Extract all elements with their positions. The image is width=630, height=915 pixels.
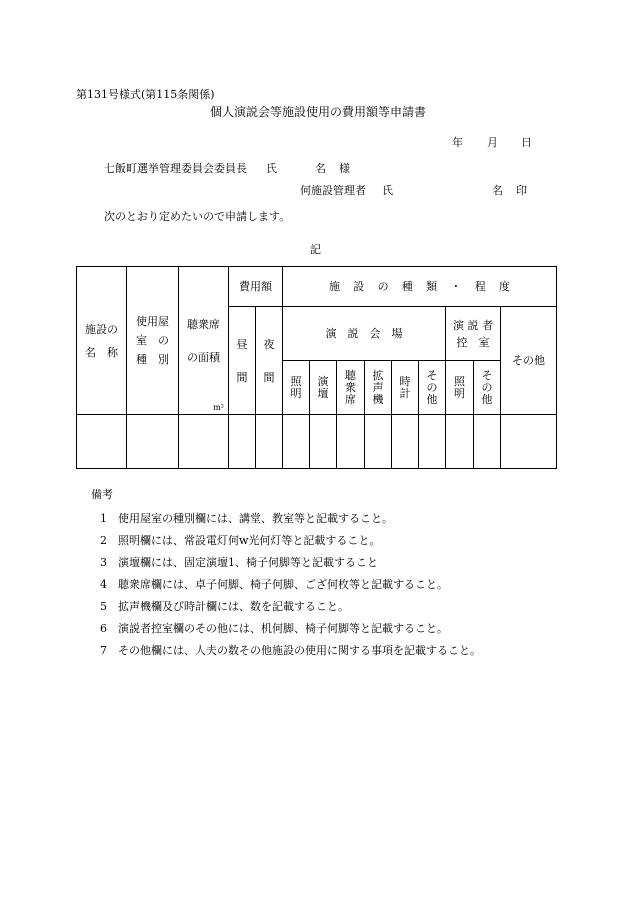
note-number: 3	[100, 556, 107, 569]
room-type-header	[127, 267, 179, 415]
cost-header: 費用額	[229, 267, 283, 307]
addressee-office: 七飯町選挙管理委員会委員長	[104, 162, 247, 175]
entry-venue-podium[interactable]	[310, 415, 337, 469]
speaker-room-line-1: 演 説 者	[453, 318, 493, 332]
note-text: 使用屋室の種別欄には、講堂、教室等と記載すること。	[118, 512, 393, 525]
venue-header: 演 説 会 場	[283, 307, 446, 361]
addressee-mei: 名	[315, 162, 326, 175]
night-char-2: 間	[263, 370, 275, 384]
entry-venue-clock[interactable]	[392, 415, 419, 469]
speaker-col-other: その他	[474, 361, 501, 415]
entry-speaker-lighting[interactable]	[446, 415, 474, 469]
note-text: 拡声機欄及び時計欄には、数を記載すること。	[118, 600, 349, 613]
venue-col-clock: 時計	[392, 361, 419, 415]
facility-type-char-6: ・	[450, 280, 462, 293]
ki-label: 記	[310, 243, 321, 256]
venue-col-podium: 演壇	[310, 361, 337, 415]
date-year: 年	[452, 136, 463, 149]
applicant-label: 何施設管理者	[300, 184, 366, 197]
venue-col-lighting: 照明	[283, 361, 310, 415]
room-type-line-2: 室 の	[136, 334, 169, 347]
entry-speaker-other[interactable]	[474, 415, 501, 469]
seat-area-line-2: の面積	[187, 350, 220, 364]
note-number: 2	[100, 534, 107, 547]
seat-area-unit: m²	[213, 403, 224, 412]
facility-type-header	[283, 267, 557, 307]
night-header	[256, 307, 283, 415]
addressee-sama: 様	[339, 162, 350, 175]
venue-col-loudspeaker: 拡声機	[365, 361, 392, 415]
facility-type-char-3: の	[377, 280, 389, 293]
form-number: 第131号様式(第115条関係)	[76, 88, 215, 101]
notes-title: 備考	[91, 488, 113, 501]
date-day: 日	[521, 136, 532, 149]
addressee-shi: 氏	[266, 162, 277, 175]
note-text: 演説者控室欄のその他には、机何脚、椅子何脚等と記載すること。	[118, 622, 448, 635]
facility-type-char-5: 類	[426, 280, 438, 293]
entry-venue-other[interactable]	[419, 415, 446, 469]
table-row	[77, 415, 557, 469]
facility-name-header	[77, 267, 127, 415]
note-text: 演壇欄には、固定演壇1、椅子何脚等と記載すること	[118, 556, 378, 569]
intro-text: 次のとおり定めたいので申請します。	[104, 210, 291, 223]
facility-type-char-1: 施	[329, 280, 340, 293]
applicant-mei: 名	[492, 184, 503, 197]
venue-col-other: その他	[419, 361, 446, 415]
entry-venue-seats[interactable]	[337, 415, 365, 469]
day-char-2: 間	[236, 370, 248, 384]
note-item	[100, 534, 380, 547]
entry-day[interactable]	[229, 415, 256, 469]
entry-venue-lighting[interactable]	[283, 415, 310, 469]
day-char-1: 昼	[236, 337, 248, 351]
facility-name-line-1: 施設の	[85, 322, 118, 336]
note-text: 聴衆席欄には、卓子何脚、椅子何脚、ござ何枚等と記載すること。	[118, 578, 448, 591]
applicant-shi: 氏	[382, 184, 393, 197]
note-item	[100, 622, 448, 635]
note-text: その他欄には、人夫の数その他施設の使用に関する事項を記載すること。	[118, 644, 481, 657]
note-number: 5	[100, 600, 107, 613]
application-table	[76, 266, 557, 469]
applicant-seal: 印	[516, 184, 527, 197]
entry-room-type[interactable]	[127, 415, 179, 469]
facility-type-char-4: 種	[401, 280, 413, 293]
speaker-room-header	[446, 307, 501, 361]
document-title: 個人演説会等施設使用の費用額等申請書	[210, 105, 427, 119]
room-type-line-1: 使用屋	[136, 315, 169, 328]
note-number: 6	[100, 622, 107, 635]
entry-other[interactable]	[501, 415, 557, 469]
date-month: 月	[487, 136, 498, 149]
note-item	[100, 512, 393, 525]
facility-type-char-8: 度	[498, 280, 510, 293]
seat-area-line-1: 聴衆席	[187, 317, 220, 331]
other-header: その他	[501, 307, 557, 415]
room-type-line-3: 種 別	[136, 353, 169, 366]
entry-facility-name[interactable]	[77, 415, 127, 469]
entry-seat-area[interactable]	[179, 415, 229, 469]
seat-area-header	[179, 267, 229, 415]
entry-venue-loudspeaker[interactable]	[365, 415, 392, 469]
speaker-col-lighting: 照明	[446, 361, 474, 415]
note-number: 4	[100, 578, 107, 591]
note-item	[100, 600, 349, 613]
note-item	[100, 556, 378, 569]
facility-name-line-2: 名 称	[85, 345, 118, 359]
speaker-room-line-2: 控 室	[456, 335, 490, 349]
note-number: 7	[100, 644, 107, 657]
facility-type-char-2: 設	[353, 280, 365, 293]
note-item	[100, 644, 481, 657]
day-header	[229, 307, 256, 415]
night-char-1: 夜	[263, 337, 275, 351]
note-number: 1	[100, 512, 107, 525]
facility-type-char-7: 程	[474, 280, 486, 293]
venue-col-seats: 聴衆席	[337, 361, 365, 415]
note-text: 照明欄には、常設電灯何w光何灯等と記載すること。	[118, 534, 381, 547]
entry-night[interactable]	[256, 415, 283, 469]
note-item	[100, 578, 448, 591]
